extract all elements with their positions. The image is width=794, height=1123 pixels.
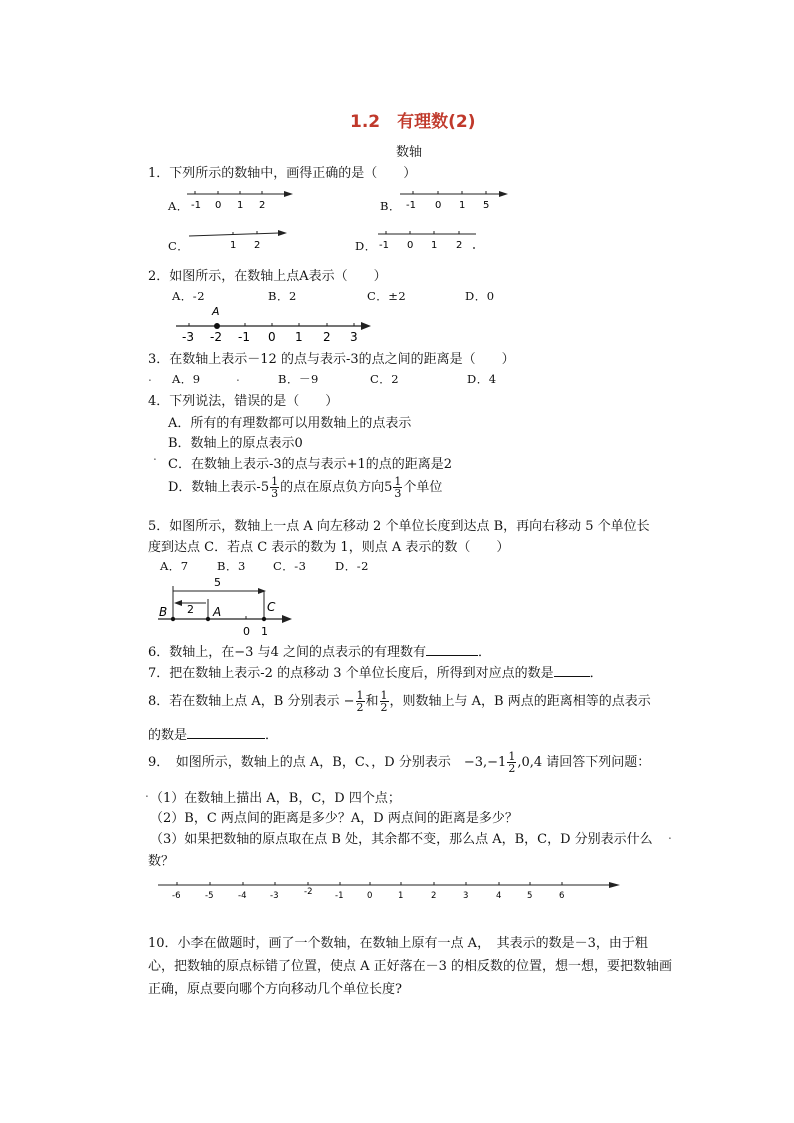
q1d-tick-label: -1	[379, 240, 389, 251]
q6-text: 6．数轴上，在−3 与4 之间的点表示的有理数有	[148, 645, 426, 660]
q8-text: 和	[365, 694, 379, 709]
q1b-tick-label: 1	[459, 200, 466, 211]
q8-text: 8．若在数轴上点 A，B 分别表示 −	[148, 694, 355, 709]
q5-point-a-label: A	[213, 605, 222, 619]
q9-text: 9． 如图所示，数轴上的点 A，B，C、，D 分别表示 −3,−1	[148, 755, 507, 770]
q3-option-d: D．4	[467, 372, 497, 386]
q2-tick-label: 1	[295, 330, 303, 343]
q1d-tick-label: 0	[407, 240, 414, 251]
q2-tick-label: 2	[323, 330, 331, 343]
q2-tick-label: -2	[210, 330, 222, 343]
q4-option-d-text: D．数轴上表示-5	[168, 480, 270, 495]
q4-option-b: B．数轴上的原点表示0	[168, 436, 303, 451]
q8-text: ，则数轴上与 A，B 两点的距离相等的点表示	[389, 694, 651, 709]
q1c-tick-label: 1	[230, 240, 237, 251]
q3-option-a: A．9	[172, 372, 201, 386]
q2-option-b: B．2	[268, 289, 297, 303]
question-10-line1: 10．小李在做题时，画了一个数轴，在数轴上原有一点 A， 其表示的数是－3，由于粗	[148, 936, 648, 951]
q1-option-c-letter: C．	[168, 239, 190, 253]
q3-option-b: B．－9	[278, 372, 319, 386]
q9-number-line	[156, 876, 626, 902]
q2-option-d: D．0	[465, 289, 495, 303]
q4-option-d-text: 的点在原点负方向5	[280, 480, 393, 495]
q9-tick-label: -3	[270, 891, 279, 901]
q1a-tick-label: 1	[237, 200, 244, 211]
fraction-one-half: $\frac{1}{2}$	[380, 689, 388, 714]
q8-answer-blank[interactable]	[187, 726, 265, 739]
question-4-stem: 4．下列说法，错误的是（ ）	[148, 394, 339, 409]
fraction-one-third: $\frac{1}{3}$	[394, 475, 402, 500]
q1-option-a-letter: A．	[168, 199, 189, 213]
q9-tick-label: 5	[527, 891, 533, 901]
q9-sub-question-1: （1）在数轴上描出 A，B，C，D 四个点；	[150, 791, 401, 806]
q5-number-line-diagram	[156, 573, 296, 639]
fraction-one-half: $\frac{1}{2}$	[508, 750, 516, 775]
q9-text: ,0,4 请回答下列问题：	[517, 755, 651, 770]
q2-tick-label: 0	[268, 330, 276, 343]
q1-option-c-number-line	[185, 226, 295, 252]
q4-option-c: C．在数轴上表示-3的点与表示+1的点的距离是2	[168, 457, 453, 472]
q7-period: ．	[589, 666, 603, 681]
q5-option-c: C．-3	[273, 559, 307, 573]
q9-sub-question-3-line2: 数？	[148, 854, 175, 869]
fraction-one-third: $\frac{1}{3}$	[271, 475, 279, 500]
q2-number-line	[172, 303, 377, 343]
q5-distance-5-label: 5	[214, 576, 221, 589]
q9-tick-label: 1	[398, 891, 404, 901]
q1-option-b-number-line	[398, 186, 510, 212]
q2-tick-label: -1	[238, 330, 250, 343]
q1b-tick-label: -1	[406, 200, 416, 211]
q1-option-d-number-line	[374, 226, 484, 252]
q6-period: ．	[477, 645, 491, 660]
q9-tick-label: 3	[463, 891, 469, 901]
q9-tick-label: 2	[431, 891, 437, 901]
q7-answer-blank[interactable]	[554, 664, 590, 677]
question-10-line3: 正确，原点要向哪个方向移动几个单位长度?	[148, 982, 402, 997]
q5-option-a: A．7	[160, 559, 189, 573]
q1b-tick-label: 5	[483, 200, 490, 211]
q9-tick-label: -6	[172, 891, 181, 901]
q4-option-d	[168, 476, 442, 499]
question-8-line1	[148, 690, 651, 713]
question-8-line2	[148, 724, 278, 743]
question-9-stem	[148, 751, 650, 774]
q5-point-c-label: C	[267, 600, 276, 614]
q1c-tick-label: 2	[254, 240, 261, 251]
q4-option-d-text: 个单位	[403, 480, 443, 495]
question-1-stem: 1．下列所示的数轴中，画得正确的是（ ）	[148, 166, 417, 181]
q8-text: 的数是	[148, 728, 188, 743]
q9-tick-label: 0	[367, 891, 373, 901]
q1a-tick-label: 2	[259, 200, 266, 211]
q9-tick-label: 6	[559, 891, 565, 901]
q9-tick-label: -1	[335, 891, 344, 901]
q1b-tick-label: 0	[435, 200, 442, 211]
question-7	[148, 662, 603, 681]
fraction-one-half: $\frac{1}{2}$	[356, 689, 364, 714]
q2-tick-label: -3	[182, 330, 194, 343]
q2-option-c: C．±2	[367, 289, 407, 303]
question-3-stem: 3．在数轴上表示－12 的点与表示-3的点之间的距离是（ ）	[148, 352, 515, 367]
q9-tick-label: -4	[238, 891, 247, 901]
q9-tick-label: 4	[496, 891, 502, 901]
q2-point-a	[214, 323, 220, 329]
q7-text: 7．把在数轴上表示-2 的点移动 3 个单位长度后，所得到对应点的数是	[148, 666, 554, 681]
page-title: 1.2 有理数(2)	[350, 112, 476, 132]
q5-tick-1: 1	[261, 625, 268, 638]
q2-point-a-label: A	[212, 305, 220, 318]
q1d-tick-label: 2	[456, 240, 463, 251]
q1-option-b-letter: B．	[380, 199, 401, 213]
q1-option-a-number-line	[185, 186, 295, 212]
question-5-line1: 5．如图所示，数轴上一点 A 向左移动 2 个单位长度到达点 B，再向右移动 5 个单位长	[148, 519, 650, 534]
q9-sub-question-2: （2）B，C 两点间的距离是多少？A，D 两点间的距离是多少？	[150, 811, 518, 826]
q1a-tick-label: 0	[215, 200, 222, 211]
q5-point-b-label: B	[159, 605, 168, 619]
q5-tick-0: 0	[243, 625, 250, 638]
q2-option-a: A．-2	[172, 289, 206, 303]
q1a-tick-label: -1	[191, 200, 201, 211]
q1d-tick-label: 1	[431, 240, 438, 251]
question-10-line2: 心，把数轴的原点标错了位置，使点 A 正好落在－3 的相反数的位置，想一想，要把数轴画	[148, 959, 673, 974]
q9-tick-label: -5	[205, 891, 214, 901]
q1-option-d-letter: D．	[355, 239, 377, 253]
q3-option-c: C．2	[370, 372, 400, 386]
q4-option-a: A．所有的有理数都可以用数轴上的点表示	[168, 416, 412, 431]
q9-sub-question-3-line1: （3）如果把数轴的原点取在点 B 处，其余都不变，那么点 A，B，C，D 分别表示什么	[150, 832, 653, 847]
q5-distance-2-label: 2	[187, 603, 194, 616]
q2-tick-label: 3	[350, 330, 358, 343]
q5-option-b: B．3	[217, 559, 246, 573]
q5-option-d: D．-2	[335, 559, 369, 573]
q8-period: ．	[265, 728, 279, 743]
q6-answer-blank[interactable]	[426, 643, 478, 656]
section-subtitle: 数轴	[396, 145, 423, 160]
question-6	[148, 641, 491, 660]
question-5-line2: 度到达点 C．若点 C 表示的数为 1，则点 A 表示的数（ ）	[148, 540, 510, 555]
question-2-stem: 2．如图所示，在数轴上点A表示（ ）	[148, 269, 387, 284]
q9-tick-label: -2	[304, 887, 313, 897]
